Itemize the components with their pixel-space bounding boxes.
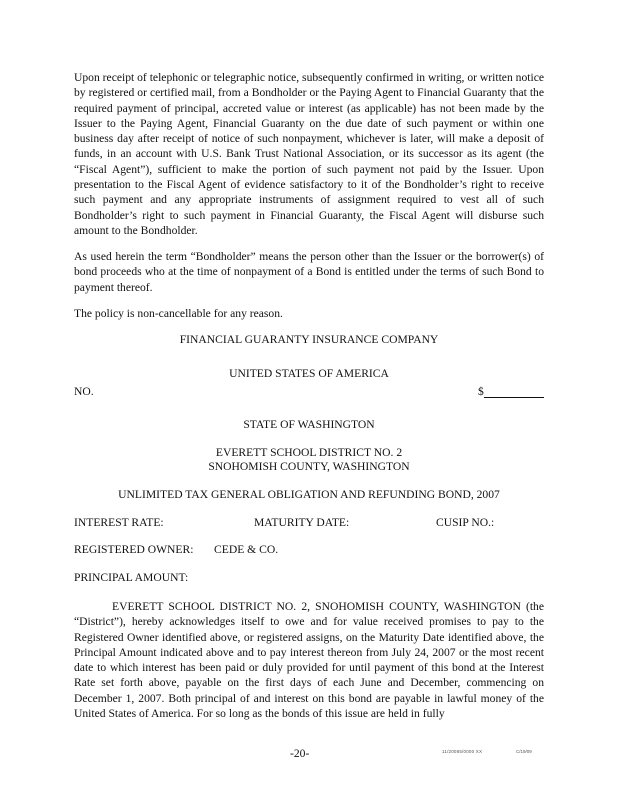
bond-number-label: NO. [74, 385, 94, 398]
paragraph-bondholder-definition [74, 249, 544, 295]
registered-owner-value: CEDE & CO. [214, 543, 279, 556]
paragraph-bond-promise [74, 599, 544, 721]
paragraph-text: The policy is non-cancellable for any reason. [74, 307, 283, 320]
bond-amount-field [478, 385, 544, 398]
paragraph-non-cancellable [74, 306, 544, 321]
principal-amount-label: PRINCIPAL AMOUNT: [74, 571, 189, 584]
country-heading: UNITED STATES OF AMERICA [229, 367, 389, 380]
county-heading: SNOHOMISH COUNTY, WASHINGTON [208, 460, 410, 473]
cusip-label: CUSIP NO.: [436, 516, 495, 529]
registered-owner-label: REGISTERED OWNER: [74, 543, 194, 556]
state-heading: STATE OF WASHINGTON [243, 418, 375, 431]
document-id: 11/20085/0000 XX [442, 749, 483, 754]
amount-blank-line [484, 386, 544, 398]
page-number: -20- [290, 747, 310, 760]
paragraph-text: Upon receipt of telephonic or telegraphic notice, subsequently confirmed in writing, or written notice by registered or certified mail, from a Bondholder or the Paying Agent to Financial Guaranty that the required payment of principal, accreted value or interest (as applicable) has not been made by the Issuer to the Paying Agent, Financial Guaranty on the due date of such payment or within one business day after receipt of notice of such nonpayment, whichever is later, will make a deposit of funds, in an account with U.S. Bank Trust National Association, or its successor as its agent (the “Fiscal Agent”), sufficient to make the portion of such payment not paid by the Issuer. Upon presentation to the Fiscal Agent of evidence satisfactory to it of the Bondholder’s right to receive such payment and any appropriate instruments of assignment required to vest all of such Bondholder’s right to such payment in Financial Guaranty, the Fiscal Agent will disburse such amount to the Bondholder. [74, 71, 544, 237]
dollar-sign: $ [478, 385, 484, 398]
document-code: C/19/09 [516, 749, 532, 754]
district-heading: EVERETT SCHOOL DISTRICT NO. 2 [215, 446, 403, 459]
maturity-date-label: MATURITY DATE: [254, 516, 350, 529]
paragraph-payment-notice [74, 70, 544, 238]
bond-title: UNLIMITED TAX GENERAL OBLIGATION AND REFUNDING BOND, 2007 [118, 488, 500, 501]
paragraph-text: As used herein the term “Bondholder” means the person other than the Issuer or the borrower(s) of bond proceeds who at the time of nonpayment of a Bond is entitled under the terms of such Bond to payment thereof. [74, 250, 544, 294]
paragraph-text: EVERETT SCHOOL DISTRICT NO. 2, SNOHOMISH COUNTY, WASHINGTON (the “District”), hereby acknowledges itself to owe and for value received promises to pay to the Registered Owner identified above, or registered assigns, on the Maturity Date identified above, the Principal Amount indicated above and to pay interest thereon from July 24, 2007 or the most recent date to which interest has been paid or duly provided for until payment of this bond at the Interest Rate set forth above, payable on the first days of each June and December, commencing on December 1, 2007. Both principal of and interest on this bond are payable in lawful money of the United States of America. For so long as the bonds of this issue are held in fully [74, 600, 544, 721]
interest-rate-label: INTEREST RATE: [74, 516, 164, 529]
company-heading: FINANCIAL GUARANTY INSURANCE COMPANY [179, 333, 439, 346]
